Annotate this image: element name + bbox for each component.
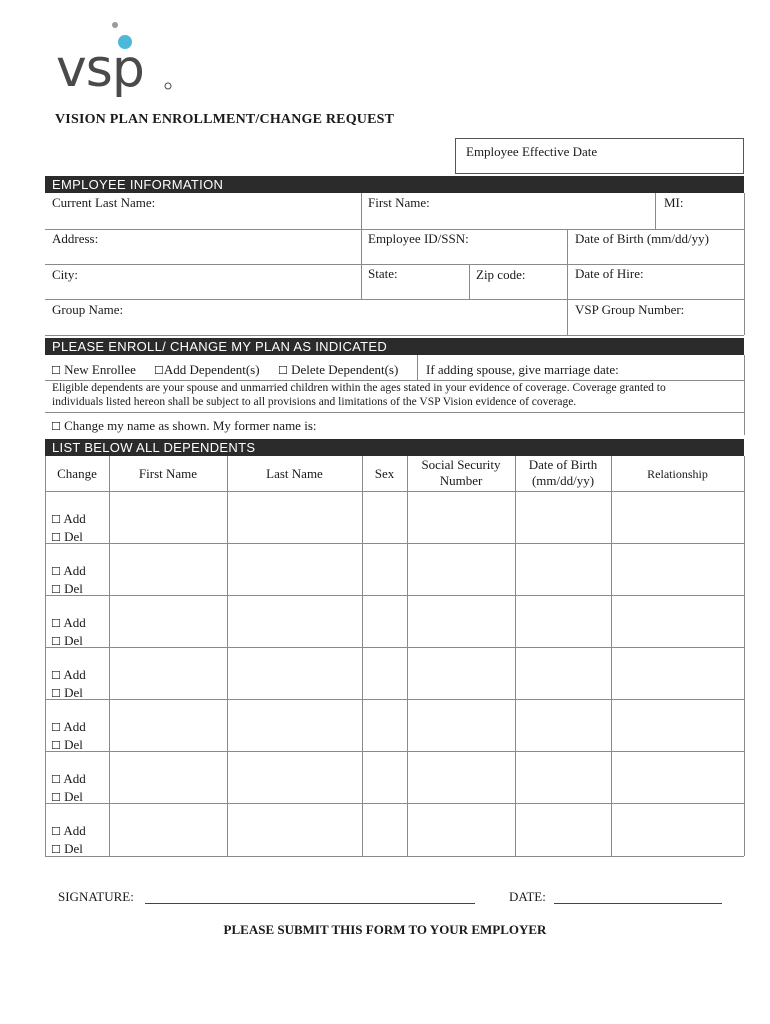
dependent-row-7-change[interactable] [51,822,86,858]
state-field[interactable]: State: [368,266,398,281]
delete-dependent-option[interactable]: ☐ Delete Dependent(s) [278,362,399,377]
add-checkbox[interactable]: ☐ [51,669,61,682]
employee-information-header: EMPLOYEE INFORMATION [45,176,744,193]
add-dependent-option[interactable]: ☐Add Dependent(s) [154,362,260,377]
first-name-field[interactable]: First Name: [368,195,430,210]
dependent-row-1-change[interactable] [51,510,86,546]
del-checkbox[interactable]: ☐ [51,583,61,596]
del-checkbox[interactable]: ☐ [51,635,61,648]
add-checkbox[interactable]: ☐ [51,825,61,838]
add-option: ☐ Add [51,719,86,734]
delete-dependent-checkbox[interactable]: ☐ [278,364,288,377]
col-dob: Date of Birth (mm/dd/yy) [528,457,598,488]
del-checkbox[interactable]: ☐ [51,739,61,752]
eligibility-text-line2: individuals listed hereon shall be subject to all provisions and limitations of the VSP Vision evidence of coverage. [52,396,577,408]
submit-instruction: PLEASE SUBMIT THIS FORM TO YOUR EMPLOYER [223,922,547,937]
address-field[interactable]: Address: [52,231,99,246]
logo-text: vsp [56,39,144,99]
add-option: ☐ Add [51,615,86,630]
del-option: ☐ Del [51,529,83,544]
vsp-logo [56,20,176,106]
date-of-birth-field[interactable]: Date of Birth (mm/dd/yy) [575,231,709,246]
add-option: ☐ Add [51,771,86,786]
del-checkbox[interactable]: ☐ [51,843,61,856]
add-option: ☐ Add [51,823,86,838]
col-sex: Sex [374,466,395,481]
zip-code-field[interactable]: Zip code: [476,267,526,282]
dependent-row-3-change[interactable] [51,614,86,650]
current-last-name-field[interactable]: Current Last Name: [52,195,156,210]
add-checkbox[interactable]: ☐ [51,565,61,578]
marriage-date-field[interactable]: If adding spouse, give marriage date: [426,362,619,377]
del-option: ☐ Del [51,737,83,752]
signature-label: SIGNATURE: [58,889,134,904]
vsp-group-number-field[interactable]: VSP Group Number: [575,302,685,317]
signature-line[interactable] [145,903,475,904]
add-checkbox[interactable]: ☐ [51,513,61,526]
new-enrollee-option[interactable]: ☐ New Enrollee [51,362,136,377]
add-checkbox[interactable]: ☐ [51,721,61,734]
effective-date-label: Employee Effective Date [466,144,598,159]
col-last-name: Last Name [266,466,323,481]
date-label: DATE: [509,889,546,904]
col-first-name: First Name [138,466,198,481]
date-of-hire-field[interactable]: Date of Hire: [575,266,644,281]
add-option: ☐ Add [51,511,86,526]
dependent-row-5-change[interactable] [51,718,86,754]
enroll-change-header: PLEASE ENROLL/ CHANGE MY PLAN AS INDICATED [45,338,744,355]
col-ssn: Social Security Number [421,457,501,488]
col-relationship: Relationship [647,467,708,481]
add-option: ☐ Add [51,667,86,682]
new-enrollee-checkbox[interactable]: ☐ [51,364,61,377]
mi-field[interactable]: MI: [664,195,684,210]
add-dependent-checkbox[interactable]: ☐ [154,364,164,377]
form-title: VISION PLAN ENROLLMENT/CHANGE REQUEST [55,112,395,127]
del-checkbox[interactable]: ☐ [51,687,61,700]
date-line[interactable] [554,903,722,904]
logo-grey-dot [112,22,118,28]
logo-registered-mark [165,83,171,89]
add-checkbox[interactable]: ☐ [51,773,61,786]
city-field[interactable]: City: [52,267,79,282]
change-name-option[interactable]: ☐ Change my name as shown. My former name is: [51,418,317,433]
effective-date-field[interactable] [455,138,744,174]
del-checkbox[interactable]: ☐ [51,791,61,804]
dependent-row-6-change[interactable] [51,770,86,806]
del-option: ☐ Del [51,841,83,856]
del-checkbox[interactable]: ☐ [51,531,61,544]
employee-id-field[interactable]: Employee ID/SSN: [368,231,469,246]
col-change: Change [57,466,97,481]
add-checkbox[interactable]: ☐ [51,617,61,630]
del-option: ☐ Del [51,633,83,648]
del-option: ☐ Del [51,685,83,700]
eligibility-text-line1: Eligible dependents are your spouse and unmarried children within the ages stated in your evidence of coverage. Coverage granted to [52,382,666,394]
dependents-header: LIST BELOW ALL DEPENDENTS [45,439,744,456]
group-name-field[interactable]: Group Name: [52,302,124,317]
del-option: ☐ Del [51,789,83,804]
dependent-row-2-change[interactable] [51,562,86,598]
change-name-checkbox[interactable]: ☐ [51,420,61,433]
add-option: ☐ Add [51,563,86,578]
del-option: ☐ Del [51,581,83,596]
dependent-row-4-change[interactable] [51,666,86,702]
